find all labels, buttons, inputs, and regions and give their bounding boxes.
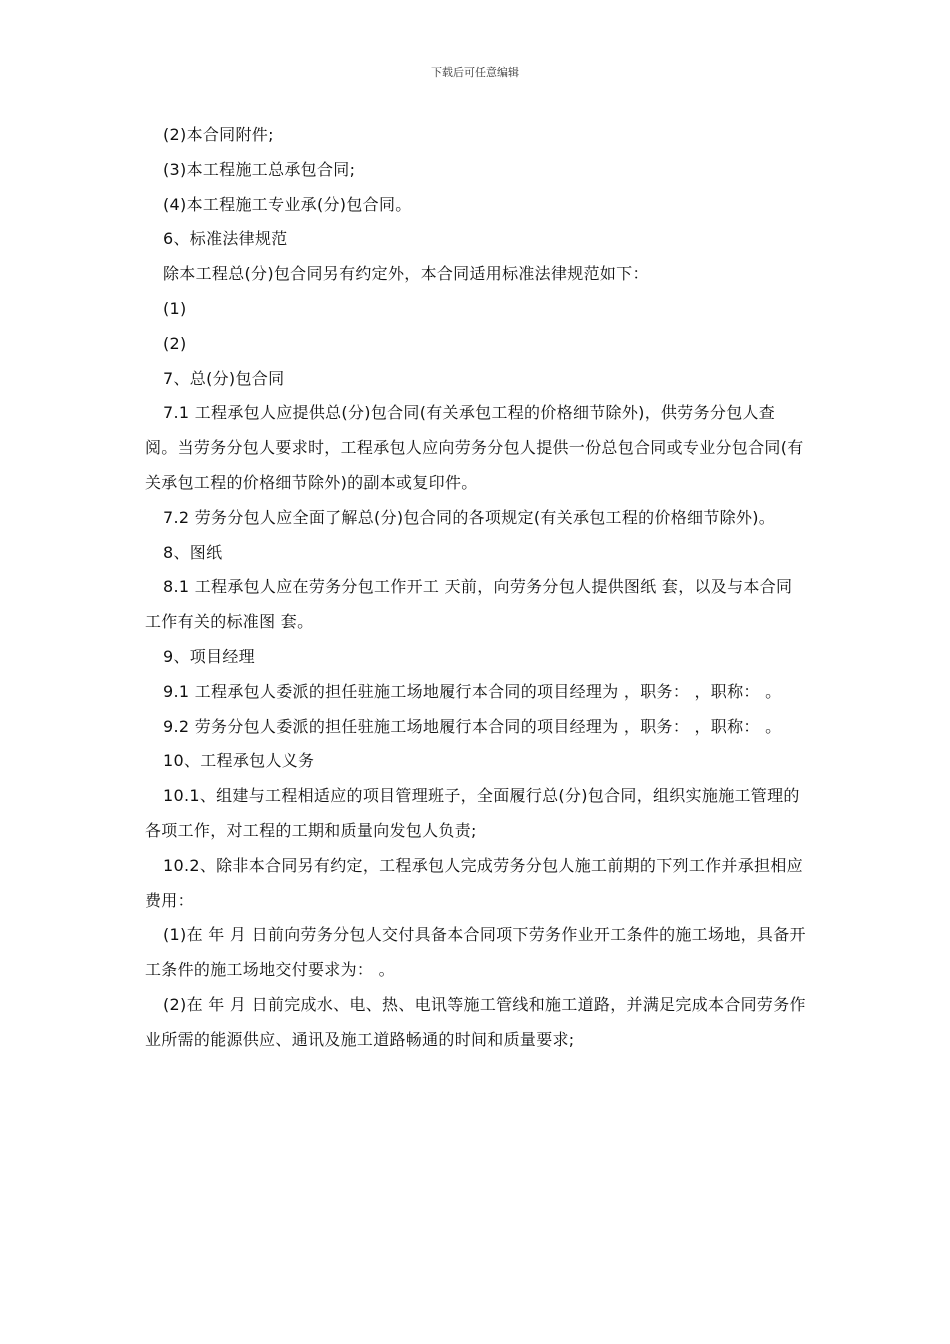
section-heading: 6、标准法律规范 — [163, 229, 288, 249]
list-item: (2)在 年 月 日前完成水、电、热、电讯等施工管线和施工道路，并满足完成本合同劳务作业所需的能源供应、通讯及施工道路畅通的时间和质量要求; — [145, 994, 806, 1049]
clause: 10.2、除非本合同另有约定，工程承包人完成劳务分包人施工前期的下列工作并承担相应费用： — [145, 855, 803, 910]
clause: 7.1 工程承包人应提供总(分)包合同(有关承包工程的价格细节除外)，供劳务分包人查阅。当劳务分包人要求时，工程承包人应向劳务分包人提供一份总包合同或专业分包合同(有关承包工程的价格细节除外)的副本或复印件。 — [145, 403, 804, 492]
clause: 7.2 劳务分包人应全面了解总(分)包合同的各项规定(有关承包工程的价格细节除外)。 — [163, 507, 776, 527]
clause: 8.1 工程承包人应在劳务分包工作开工 天前，向劳务分包人提供图纸 套，以及与本合同工作有关的标准图 套。 — [145, 577, 793, 632]
list-item: (1)在 年 月 日前向劳务分包人交付具备本合同项下劳务作业开工条件的施工场地，具备开工条件的施工场地交付要求为： 。 — [145, 925, 806, 980]
paragraph: (2)本合同附件; — [163, 125, 274, 144]
clause: 9.2 劳务分包人委派的担任驻施工场地履行本合同的项目经理为 ，职务： ，职称： 。 — [163, 716, 782, 736]
document-body — [145, 118, 807, 1058]
clause: 10.1、组建与工程相适应的项目管理班子，全面履行总(分)包合同，组织实施施工管理的各项工作，对工程的工期和质量向发包人负责; — [145, 786, 800, 840]
section-heading: 10、工程承包人义务 — [163, 751, 315, 771]
paragraph: (3)本工程施工总承包合同; — [163, 159, 356, 179]
paragraph: (4)本工程施工专业承(分)包合同。 — [163, 194, 412, 214]
section-heading: 8、图纸 — [163, 542, 223, 562]
clause: 9.1 工程承包人委派的担任驻施工场地履行本合同的项目经理为 ，职务： ，职称： 。 — [163, 681, 782, 701]
header-note: 下载后可任意编辑 — [431, 66, 519, 79]
paragraph: 除本工程总(分)包合同另有约定外，本合同适用标准法律规范如下： — [163, 264, 649, 284]
list-item: (1) — [163, 298, 187, 318]
section-heading: 7、总(分)包合同 — [163, 368, 285, 388]
list-item: (2) — [163, 333, 187, 353]
section-heading: 9、项目经理 — [163, 646, 255, 666]
